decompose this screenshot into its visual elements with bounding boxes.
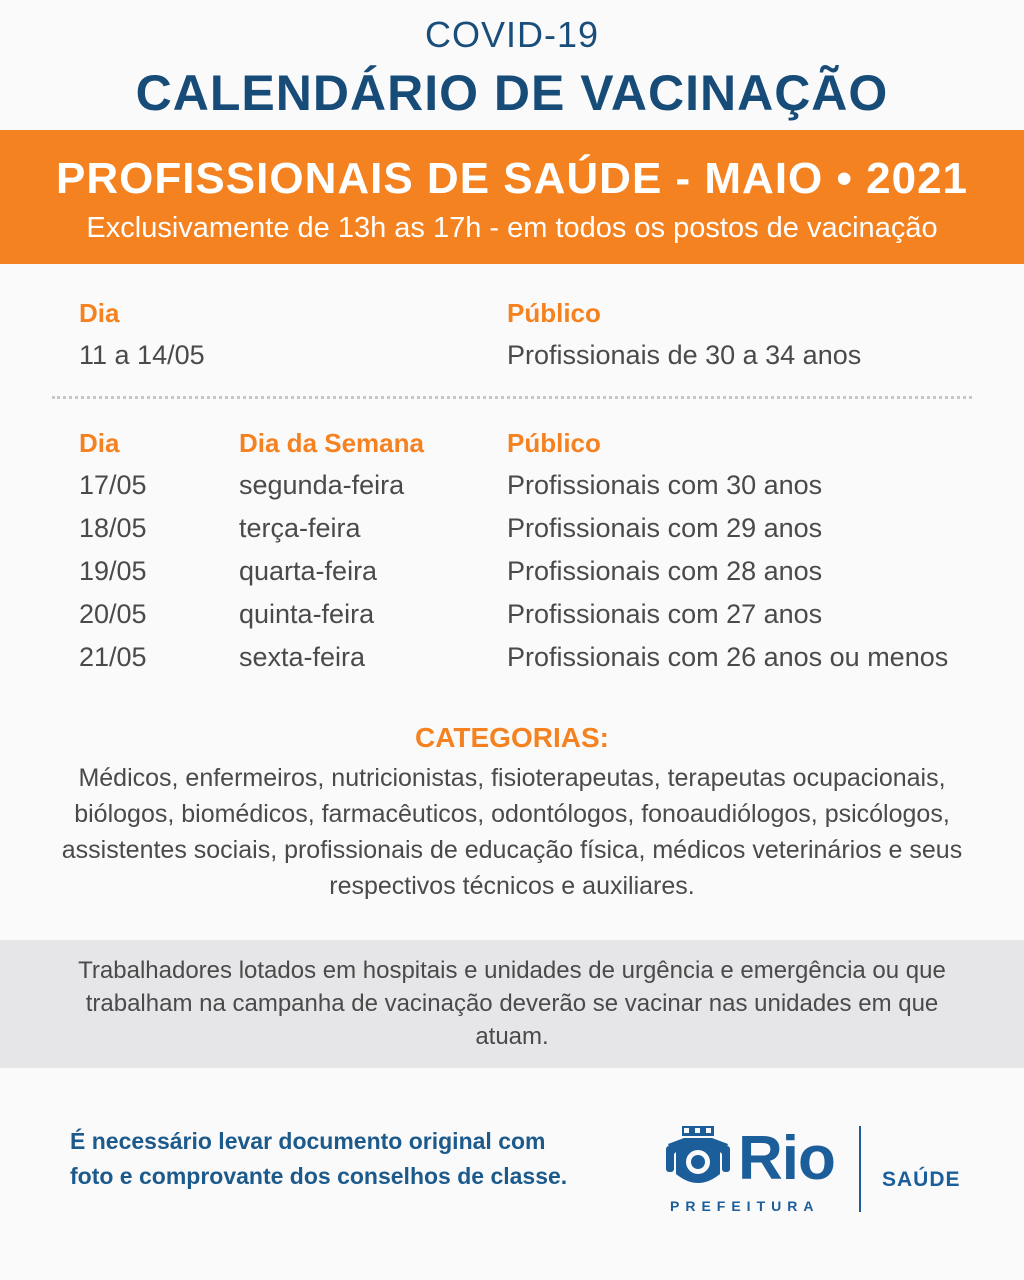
- covid-title: COVID-19: [424, 14, 600, 55]
- categorias-title: CATEGORIAS:: [415, 722, 609, 753]
- row-dia: 19/05: [79, 556, 147, 586]
- categorias-text: Médicos, enfermeiros, nutricionistas, fisioterapeutas, terapeutas ocupacionais, biólogos, biomédicos, farmacêuticos, odontólogos, fonoaudiólogos, psicólogos, assistentes sociais, profissionais de educação física, médicos veterinários e seus respectivos técnicos e auxiliares.: [61, 764, 963, 900]
- logo-prefeitura: PREFEITURA: [670, 1198, 820, 1214]
- row-dia: 20/05: [79, 599, 147, 629]
- table2-header-publico: Público: [507, 428, 601, 458]
- row-semana: quinta-feira: [239, 599, 375, 629]
- logo-rio: Rio: [738, 1124, 835, 1193]
- row-publico: Profissionais com 30 anos: [507, 470, 823, 500]
- table2-header-dia: Dia: [79, 428, 120, 458]
- row-publico: Profissionais com 26 anos ou menos: [507, 642, 949, 672]
- orange-banner: [0, 130, 1024, 264]
- row-publico: Profissionais com 29 anos: [507, 513, 823, 543]
- footer-note: É necessário levar documento original com foto e comprovante dos conselhos de classe.: [70, 1128, 568, 1189]
- table1-cell-publico: Profissionais de 30 a 34 anos: [507, 340, 862, 370]
- page-title: CALENDÁRIO DE VACINAÇÃO: [135, 65, 889, 121]
- row-dia: 18/05: [79, 513, 147, 543]
- row-semana: quarta-feira: [239, 556, 378, 586]
- row-dia: 17/05: [79, 470, 147, 500]
- logo-divider: [859, 1126, 861, 1212]
- row-dia: 21/05: [79, 642, 147, 672]
- table1-header-publico: Público: [507, 298, 601, 328]
- row-semana: terça-feira: [239, 513, 361, 543]
- row-semana: segunda-feira: [239, 470, 405, 500]
- table1-cell-dia: 11 a 14/05: [79, 340, 205, 370]
- notice-text: Trabalhadores lotados em hospitais e unidades de urgência e emergência ou que trabalham na campanha de vacinação deverão se vacinar nas unidades em que atuam.: [78, 957, 946, 1050]
- coat-of-arms-icon: [664, 1126, 732, 1192]
- table1-header-dia: Dia: [79, 298, 120, 328]
- table2-header-semana: Dia da Semana: [239, 428, 424, 458]
- logo-saude: SAÚDE: [882, 1168, 961, 1191]
- row-publico: Profissionais com 27 anos: [507, 599, 823, 629]
- row-semana: sexta-feira: [239, 642, 366, 672]
- banner-title: PROFISSIONAIS DE SAÚDE - MAIO • 2021: [55, 154, 969, 203]
- row-publico: Profissionais com 28 anos: [507, 556, 823, 586]
- notice-band: [0, 940, 1024, 1068]
- banner-subtitle: Exclusivamente de 13h as 17h - em todos os postos de vacinação: [86, 212, 938, 244]
- dotted-divider: [52, 396, 972, 399]
